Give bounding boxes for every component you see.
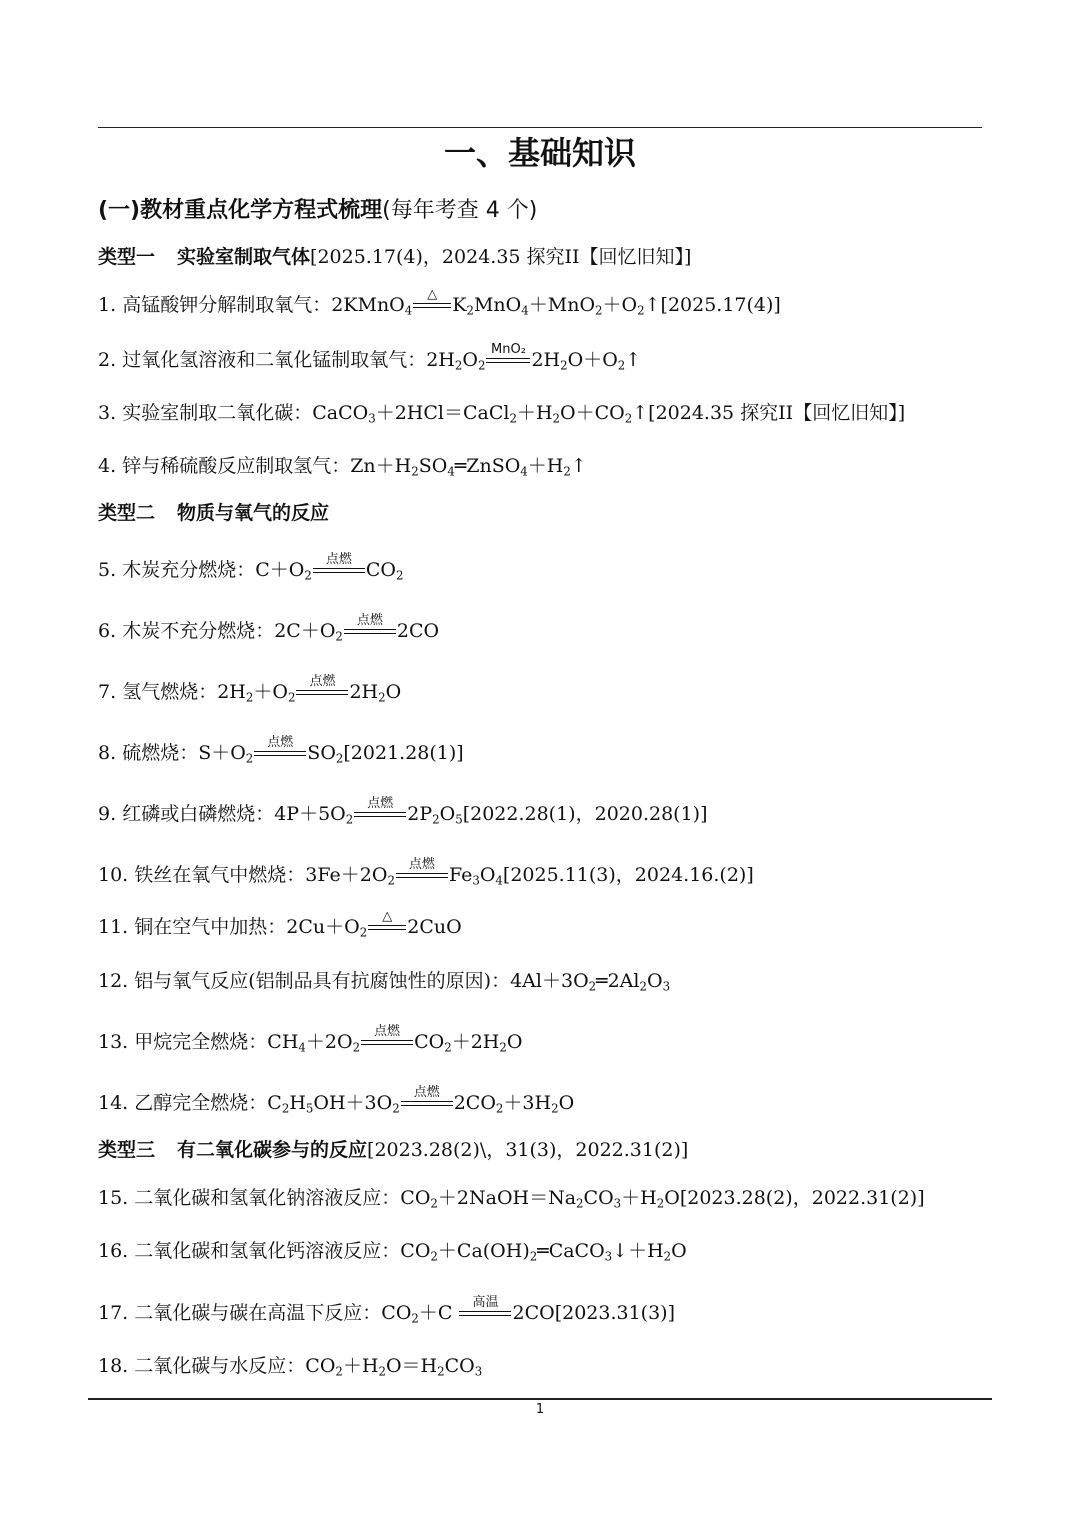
item-name: 氢气燃烧： bbox=[122, 681, 218, 703]
item-name: 铝与氧气反应(铝制品具有抗腐蚀性的原因)： bbox=[134, 970, 511, 992]
equation: $2C+O_2$ 点燃 2CO bbox=[274, 613, 440, 644]
item-name: 二氧化碳和氢氧化钙溶液反应： bbox=[134, 1240, 401, 1262]
equation: $4Al+3O_2═2Al_2O_3$ bbox=[510, 970, 671, 994]
item-name: 木炭充分燃烧： bbox=[122, 559, 256, 581]
equation-item-13 bbox=[98, 1024, 998, 1055]
item-ref: [2025.17(4)] bbox=[660, 294, 781, 316]
equation-item-5 bbox=[98, 552, 998, 583]
equation-item-11 bbox=[98, 909, 998, 940]
item-number: 9. bbox=[98, 803, 117, 825]
type-heading-3 bbox=[98, 1137, 998, 1163]
reaction-condition bbox=[401, 1085, 453, 1109]
equation-item-10 bbox=[98, 857, 998, 888]
bottom-rule bbox=[88, 1398, 992, 1400]
equation-item-17 bbox=[98, 1295, 998, 1326]
equation-item-7 bbox=[98, 674, 998, 705]
ignite-label: 点燃 bbox=[325, 552, 352, 567]
reaction-condition bbox=[413, 287, 451, 311]
ignite-label: 点燃 bbox=[408, 857, 435, 872]
item-number: 2. bbox=[98, 349, 117, 371]
item-number: 17. bbox=[98, 1302, 129, 1324]
type-title: 物质与氧气的反应 bbox=[177, 502, 330, 524]
equation: $2Cu+O_2$ △ 2CuO bbox=[286, 909, 462, 940]
equation-item-18 bbox=[98, 1353, 998, 1379]
type-label: 类型二 bbox=[98, 502, 156, 524]
equation: $CO_2+2NaOH=Na_2CO_3+H_2O$ bbox=[400, 1187, 680, 1211]
type-ref: [2025.17(4)，2024.35 探究II【回忆旧知】] bbox=[310, 246, 692, 268]
section-title: 教材重点化学方程式梳理 bbox=[140, 198, 383, 223]
reaction-condition bbox=[361, 1024, 413, 1048]
type-title: 有二氧化碳参与的反应 bbox=[177, 1139, 368, 1161]
equation: $C+O_2$ 点燃 $CO_2$ bbox=[255, 552, 404, 583]
item-number: 12. bbox=[98, 970, 129, 992]
item-name: 二氧化碳和氢氧化钠溶液反应： bbox=[134, 1187, 401, 1209]
item-ref: [2024.35 探究II【回忆旧知】] bbox=[648, 402, 906, 424]
item-name: 二氧化碳与水反应： bbox=[134, 1355, 306, 1377]
type-label: 类型三 bbox=[98, 1139, 156, 1161]
type-title: 实验室制取气体 bbox=[177, 246, 311, 268]
ignite-label: 点燃 bbox=[267, 735, 294, 750]
equation-item-16 bbox=[98, 1238, 998, 1264]
equation-item-8 bbox=[98, 735, 998, 766]
item-name: 硫燃烧： bbox=[122, 742, 199, 764]
item-ref: [2023.31(3)] bbox=[554, 1302, 675, 1324]
type-ref: [2023.28(2)\，31(3)，2022.31(2)] bbox=[367, 1139, 689, 1161]
equation-item-9 bbox=[98, 796, 998, 827]
equation-item-4 bbox=[98, 453, 998, 479]
ignite-label: 点燃 bbox=[374, 1024, 401, 1039]
item-ref: [2023.28(2)，2022.31(2)] bbox=[679, 1187, 925, 1209]
item-number: 6. bbox=[98, 620, 117, 642]
item-name: 二氧化碳与碳在高温下反应： bbox=[134, 1302, 382, 1324]
item-number: 18. bbox=[98, 1355, 129, 1377]
item-number: 16. bbox=[98, 1240, 129, 1262]
equation-item-6 bbox=[98, 613, 998, 644]
item-number: 4. bbox=[98, 455, 117, 477]
item-name: 过氧化氢溶液和二氧化锰制取氧气： bbox=[122, 349, 427, 371]
equation: $CO_2+H_2O=H_2CO_3$ bbox=[305, 1355, 483, 1379]
item-name: 高锰酸钾分解制取氧气： bbox=[122, 294, 332, 316]
reaction-condition bbox=[368, 909, 406, 933]
equation: 2KMnO$_4$ △ $K_2MnO_4+MnO_2+O_2↑$ bbox=[331, 287, 661, 318]
item-number: 11. bbox=[98, 916, 129, 938]
reaction-condition bbox=[313, 552, 365, 576]
reaction-condition bbox=[396, 857, 448, 881]
item-ref: [2021.28(1)] bbox=[343, 742, 464, 764]
item-name: 木炭不充分燃烧： bbox=[122, 620, 275, 642]
equation: $CH_4+2O_2$ 点燃 $CO_2+2H_2O$ bbox=[267, 1024, 523, 1055]
heat-symbol: △ bbox=[427, 287, 438, 302]
item-name: 锌与稀硫酸反应制取氢气： bbox=[122, 455, 351, 477]
item-number: 7. bbox=[98, 681, 117, 703]
equation: $CO_2+Ca(OH)_2═CaCO_3↓+H_2O$ bbox=[400, 1240, 687, 1264]
reaction-condition bbox=[344, 613, 396, 637]
equation: $CaCO_3+2HCl=CaCl_2+H_2O+CO_2↑$ bbox=[312, 402, 649, 426]
equation: $4P+5O_2$ 点燃 $2P_2O_5$ bbox=[274, 796, 463, 827]
item-name: 铜在空气中加热： bbox=[134, 916, 287, 938]
reaction-condition bbox=[354, 796, 406, 820]
page-title: 一、基础知识 bbox=[443, 134, 636, 172]
equation-item-1 bbox=[98, 287, 998, 318]
ignite-label: 点燃 bbox=[309, 674, 336, 689]
item-number: 3. bbox=[98, 402, 117, 424]
item-number: 5. bbox=[98, 559, 117, 581]
item-name: 乙醇完全燃烧： bbox=[134, 1092, 268, 1114]
item-number: 8. bbox=[98, 742, 117, 764]
equation: $2H_2O_2$ MnO₂ $2H_2O+O_2↑$ bbox=[426, 342, 642, 373]
item-name: 铁丝在氧气中燃烧： bbox=[134, 864, 306, 886]
item-name: 实验室制取二氧化碳： bbox=[122, 402, 313, 424]
type-label: 类型一 bbox=[98, 246, 156, 268]
heat-symbol: △ bbox=[382, 909, 393, 924]
section-number: (一) bbox=[98, 198, 141, 223]
equation: $CO_2+C$ 高温 2CO bbox=[381, 1295, 555, 1326]
catalyst-label: MnO₂ bbox=[491, 342, 526, 357]
section-heading bbox=[98, 193, 537, 229]
item-number: 13. bbox=[98, 1031, 129, 1053]
equation: $C_2H_5OH+3O_2$ 点燃 $2CO_2+3H_2O$ bbox=[267, 1085, 575, 1116]
ignite-label: 点燃 bbox=[367, 796, 394, 811]
equation: $Zn+H_2SO_4═ZnSO_4+H_2↑$ bbox=[350, 455, 587, 479]
reaction-condition bbox=[459, 1295, 511, 1319]
equation: $2H_2+O_2$ 点燃 $2H_2O$ bbox=[217, 674, 402, 705]
equation-item-12 bbox=[98, 968, 998, 994]
equation-item-3 bbox=[98, 400, 998, 426]
item-ref: [2025.11(3)，2024.16.(2)] bbox=[502, 864, 754, 886]
type-heading-1 bbox=[98, 244, 998, 270]
equation: $S+O_2$ 点燃 $SO_2$ bbox=[198, 735, 344, 766]
high-temp-label: 高温 bbox=[472, 1295, 499, 1310]
item-name: 甲烷完全燃烧： bbox=[134, 1031, 268, 1053]
item-number: 15. bbox=[98, 1187, 129, 1209]
equation-item-15 bbox=[98, 1185, 998, 1211]
equation-item-14 bbox=[98, 1085, 998, 1116]
top-rule bbox=[98, 127, 982, 128]
equation-item-2 bbox=[98, 342, 998, 373]
page-number: 1 bbox=[535, 1402, 545, 1417]
item-name: 红磷或白磷燃烧： bbox=[122, 803, 275, 825]
ignite-label: 点燃 bbox=[356, 613, 383, 628]
ignite-label: 点燃 bbox=[413, 1085, 440, 1100]
item-number: 1. bbox=[98, 294, 117, 316]
section-note: (每年考查 4 个) bbox=[382, 198, 538, 223]
item-number: 10. bbox=[98, 864, 129, 886]
item-ref: [2022.28(1)，2020.28(1)] bbox=[462, 803, 708, 825]
item-number: 14. bbox=[98, 1092, 129, 1114]
reaction-condition bbox=[296, 674, 348, 698]
reaction-condition bbox=[254, 735, 306, 759]
reaction-condition bbox=[486, 342, 530, 366]
equation: $3Fe+2O_2$ 点燃 $Fe_3O_4$ bbox=[305, 857, 503, 888]
type-heading-2 bbox=[98, 500, 998, 526]
